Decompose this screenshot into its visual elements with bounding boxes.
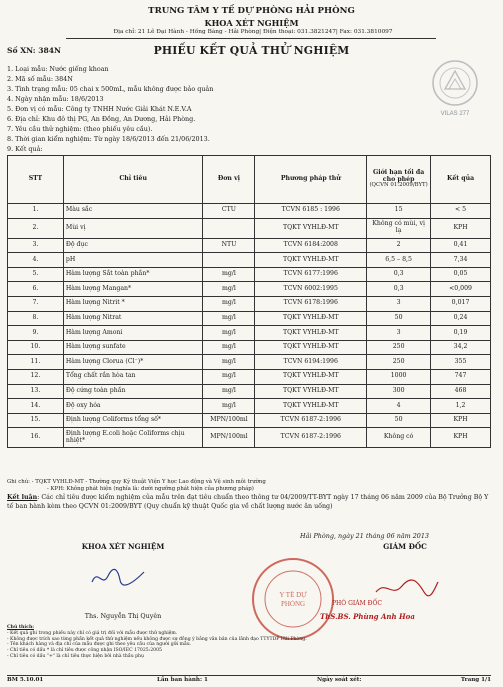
row-result: 0,017 [431,296,491,311]
row-unit: mg/l [203,355,255,370]
row-criterion: Độ oxy hóa [63,399,203,414]
row-result: < 5 [431,204,491,219]
footnote-line: - Không được trích sao từng phần kết quả thử nghiệm nếu không được sự đồng ý bằng văn bản của lãnh đạo TTYTDP Hải Phòng. [7,636,307,642]
row-criterion: Hàm lượng Mangan* [63,282,203,297]
conclusion-text: : Các chỉ tiêu được kiểm nghiệm của mẫu trên đạt tiêu chuẩn theo thông tư 04/2009/TT-BYT ngày 17 tháng 06 năm 2009 của Bộ Trưởng Bộ Y tế ban hành kèm theo QCVN 01:2009/BYT (Quy chuẩn kỹ thuật Quốc gia về chất lượng nước ăn uống) [7,494,489,510]
row-unit: NTU [203,238,255,253]
footnote-line: - Kết quả ghi trong phiếu này chỉ có giá trị đối với mẫu được thử nghiệm. [7,630,178,636]
sign-date: Hải Phòng, ngày 21 tháng 06 năm 2013 [300,532,429,540]
row-method: TCVN 6194:1996 [255,355,367,370]
table-row [8,413,491,428]
row-unit: mg/l [203,326,255,341]
row-stt: 12. [8,369,64,384]
page-number: Trang 1/1 [460,677,491,683]
row-criterion: Định lượng E.coli hoặc Coliforms chịu nhiệt* [63,428,203,448]
row-method: TCVN 6002:1995 [255,282,367,297]
info-line: 2. Mã số mẫu: 384N [7,75,73,83]
row-limit: 2 [367,238,431,253]
col-header-limit [367,156,431,204]
row-method: TCVN 6187-2:1996 [255,428,367,448]
right-signature [372,578,442,604]
row-criterion: Hàm lượng sunfate [63,340,203,355]
limit-header-text: Giới hạn tối đa cho phép [372,168,425,183]
row-stt: 11. [8,355,64,370]
row-stt: 13. [8,384,64,399]
row-result: 7,34 [431,253,491,268]
info-line: 1. Loại mẫu: Nước giếng khoan [7,65,109,73]
row-limit: 50 [367,311,431,326]
right-signer-title: GIÁM ĐỐC [383,542,427,551]
row-method: TQKT VYHLĐ-MT [255,340,367,355]
row-result: 468 [431,384,491,399]
info-line: 7. Yêu cầu thử nghiệm: (theo phiếu yêu cầu). [7,125,153,133]
row-limit: Không có mùi, vị lạ [367,218,431,238]
table-row [8,311,491,326]
left-signer-name: Ths. Nguyễn Thị Quyên [84,612,162,620]
row-result: KPH [431,218,491,238]
right-signer-name: ThS.BS. Phùng Anh Hoa [320,612,415,621]
col-header-stt: STT [8,156,64,204]
row-result: 34,2 [431,340,491,355]
row-result: 355 [431,355,491,370]
table-row [8,384,491,399]
row-method: TQKT VYHLĐ-MT [255,369,367,384]
table-row [8,428,491,448]
row-unit: mg/l [203,282,255,297]
svg-text:Y TẾ DỰ: Y TẾ DỰ [279,591,307,599]
row-result: KPH [431,413,491,428]
row-limit: 3 [367,326,431,341]
row-criterion: Hàm lượng Clorua (Cl⁻)* [63,355,203,370]
table-row [8,204,491,219]
col-header-unit: Đơn vị [203,156,255,204]
left-signature [88,566,148,594]
row-limit: 0,3 [367,267,431,282]
left-signer-title: KHOA XÉT NGHIỆM [81,542,165,551]
table-row [8,253,491,268]
row-unit: mg/l [203,399,255,414]
row-limit: 6,5 – 8,5 [367,253,431,268]
row-limit: Không có [367,428,431,448]
info-line: 6. Địa chỉ: Khu đô thị PG, An Đồng, An Dương, Hải Phòng. [7,115,196,123]
form-code: BM 5.10.01 [7,677,44,683]
row-method: TCVN 6177:1996 [255,267,367,282]
row-method: TQKT VYHLĐ-MT [255,311,367,326]
row-limit: 15 [367,204,431,219]
row-method: TCVN 6178:1996 [255,296,367,311]
org-address: Địa chỉ: 21 Lê Đại Hành - Hồng Bàng - Hải Phòng| Điện thoại: 031.3821247| Fax: 031.3810097 [113,29,393,35]
note-methods: Ghi chú: - TQKT VYHLĐ-MT - Thường quy Kỹ thuật Viện Y học Lao động và Vệ sinh môi trường [7,479,266,485]
row-limit: 250 [367,355,431,370]
row-stt: 4. [8,253,64,268]
conclusion-label: Kết luận [7,494,38,501]
right-signer-subtitle: PHÓ GIÁM ĐỐC [332,600,382,607]
row-unit [203,218,255,238]
row-method: TQKT VYHLĐ-MT [255,384,367,399]
table-row [8,238,491,253]
row-result: KPH [431,428,491,448]
table-row [8,267,491,282]
row-limit: 50 [367,413,431,428]
row-method: TQKT VYHLĐ-MT [255,218,367,238]
row-unit: mg/l [203,296,255,311]
table-row [8,326,491,341]
row-limit: 3 [367,296,431,311]
row-criterion: Mùi vị [63,218,203,238]
org-name: TRUNG TÂM Y TẾ DỰ PHÒNG HẢI PHÒNG [148,6,355,16]
row-method: TCVN 6185 : 1996 [255,204,367,219]
row-criterion: Độ đục [63,238,203,253]
row-stt: 1. [8,204,64,219]
document-title: PHIẾU KẾT QUẢ THỬ NGHIỆM [153,44,350,57]
row-unit: CTU [203,204,255,219]
row-result: <0,009 [431,282,491,297]
row-stt: 10. [8,340,64,355]
row-method: TCVN 6187-2:1996 [255,413,367,428]
row-criterion: Độ cứng toàn phần [63,384,203,399]
vilas-logo [423,55,487,119]
row-limit: 250 [367,340,431,355]
conclusion [7,494,491,512]
col-header-result: Kết qủa [431,156,491,204]
row-stt: 16. [8,428,64,448]
table-row [8,296,491,311]
department-name: KHOA XÉT NGHIỆM [204,18,299,28]
row-unit: mg/l [203,340,255,355]
svg-text:PHÒNG: PHÒNG [280,600,306,608]
info-line: 3. Tình trạng mẫu: 05 chai x 500mL, mẫu không được bảo quản [7,85,214,93]
table-row [8,399,491,414]
row-result: 747 [431,369,491,384]
col-header-criterion: Chỉ tiêu [63,156,203,204]
row-criterion: Định lượng Coliforms tổng số* [63,413,203,428]
row-stt: 7. [8,296,64,311]
col-header-method: Phương pháp thử [255,156,367,204]
row-limit: 1000 [367,369,431,384]
vilas-label: VILAS 277 [440,111,470,117]
row-criterion: Hàm lượng Nitrit * [63,296,203,311]
row-unit: mg/l [203,267,255,282]
results-table [7,155,491,448]
row-stt: 15. [8,413,64,428]
document-footer [7,675,491,683]
footnote-line: - Chỉ tiêu có dấu * là chỉ tiêu được công nhận ISO/IEC 17025:2005 [7,648,162,654]
footnote-heading: Chú thích: [7,625,34,630]
row-method: TQKT VYHLĐ-MT [255,253,367,268]
row-stt: 9. [8,326,64,341]
row-result: 1,2 [431,399,491,414]
row-criterion: Tổng chất rắn hòa tan [63,369,203,384]
row-result: 0,19 [431,326,491,341]
row-criterion: Hàm lượng Nitrat [63,311,203,326]
row-method: TCVN 6184:2008 [255,238,367,253]
row-stt: 14. [8,399,64,414]
row-stt: 6. [8,282,64,297]
row-result: 0,05 [431,267,491,282]
row-unit: MPN/100ml [203,413,255,428]
row-result: 0,24 [431,311,491,326]
footnote-line: - Chỉ tiêu có dấu "+" là chỉ tiêu thực hiện bởi nhà thầu phụ [7,653,144,659]
row-method: TQKT VYHLĐ-MT [255,399,367,414]
row-criterion: Hàm lượng Sắt toàn phần* [63,267,203,282]
row-limit: 0,3 [367,282,431,297]
edition: Lần ban hành: 1 [157,677,208,683]
row-criterion: pH [63,253,203,268]
row-limit: 4 [367,399,431,414]
row-method: TQKT VYHLĐ-MT [255,326,367,341]
row-stt: 8. [8,311,64,326]
row-stt: 2. [8,218,64,238]
note-kph: - KPH: Không phát hiện (nghĩa là: dưới ngưỡng phát hiện của phương pháp) [47,486,254,492]
limit-header-standard: (QCVN 01:2009/BYT) [369,182,428,189]
row-unit [203,253,255,268]
info-line: 9. Kết quả: [7,145,43,153]
row-criterion: Hàm lượng Amoni [63,326,203,341]
row-unit: MPN/100ml [203,428,255,448]
table-row [8,355,491,370]
info-line: 8. Thời gian kiểm nghiệm: Từ ngày 18/6/2013 đến 21/06/2013. [7,135,210,143]
row-unit: mg/l [203,311,255,326]
row-stt: 5. [8,267,64,282]
row-result: 0,41 [431,238,491,253]
footnotes [7,625,307,660]
row-stt: 3. [8,238,64,253]
row-criterion: Màu sắc [63,204,203,219]
table-row [8,369,491,384]
table-row [8,340,491,355]
row-unit: mg/l [203,369,255,384]
row-unit: mg/l [203,384,255,399]
review-date: Ngày soát xét: [317,677,362,683]
table-row [8,218,491,238]
table-row [8,282,491,297]
header-divider [66,38,436,39]
row-limit: 300 [367,384,431,399]
footnote-line: - Tên khách hàng và địa chỉ của mẫu được ghi theo yêu cầu của người gửi mẫu. [7,642,192,648]
info-line: 4. Ngày nhận mẫu: 18/6/2013 [7,95,104,103]
sample-number: Số XN: 384N [7,46,61,55]
info-line: 5. Đơn vị có mẫu: Công ty TNHH Nước Giải Khát N.E.V.A [7,105,192,113]
